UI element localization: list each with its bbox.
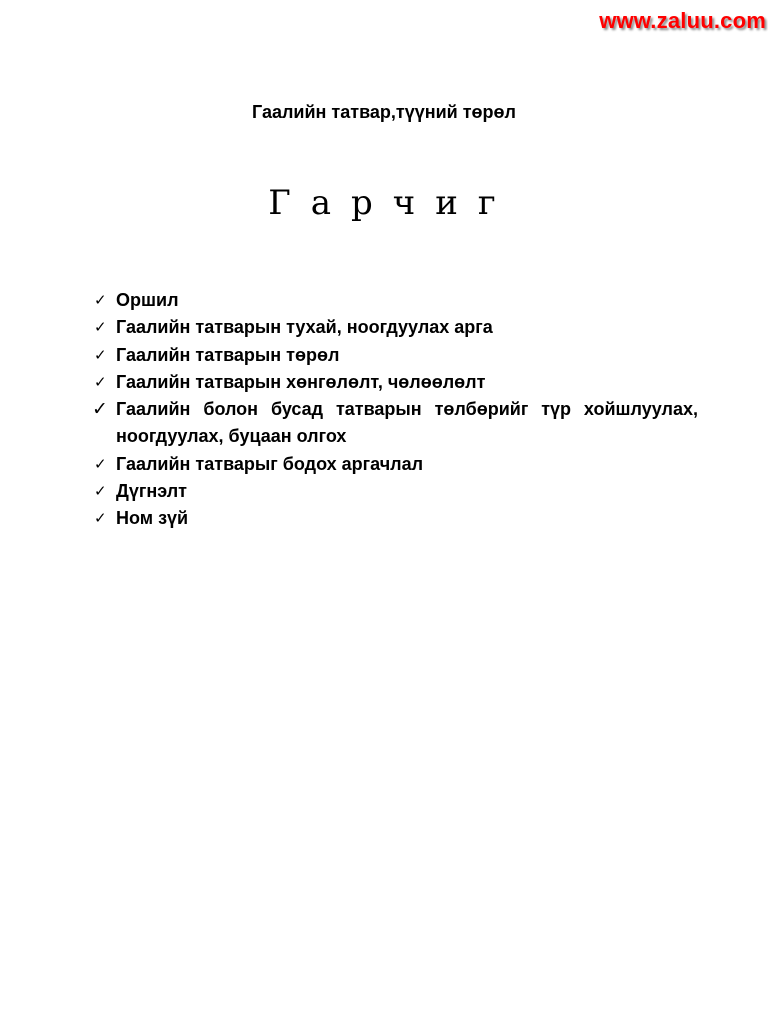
toc-item	[92, 478, 698, 505]
toc-item-label: Гаалийн татварын тухай, ноогдуулах арга	[116, 317, 493, 338]
toc-item-label: Гаалийн татварыг бодох аргачлал	[116, 453, 424, 474]
check-icon: ✓	[94, 318, 107, 337]
document-title: Гаалийн татвар,түүний төрөл	[252, 102, 516, 122]
toc-item-label: Гаалийн татварын хөнгөлөлт, чөлөөлөлт	[116, 371, 486, 392]
toc-item	[92, 369, 698, 396]
toc-item-label: Гаалийн татварын төрөл	[116, 344, 340, 365]
toc-item	[92, 342, 698, 369]
check-icon: ✓	[92, 398, 108, 421]
toc-item	[92, 287, 698, 314]
check-icon: ✓	[94, 345, 107, 364]
toc-item	[92, 396, 698, 451]
toc-item-label: Оршил	[116, 290, 179, 310]
check-icon: ✓	[94, 372, 107, 391]
toc-item-label: Ном зүй	[116, 508, 189, 529]
check-icon: ✓	[94, 509, 107, 528]
toc-item	[92, 505, 698, 532]
check-icon: ✓	[94, 454, 107, 473]
watermark-logo: www.zaluu.com	[599, 8, 766, 33]
table-of-contents	[92, 287, 698, 533]
toc-item	[92, 314, 698, 341]
toc-item-label: Дүгнэлт	[116, 481, 187, 502]
toc-item-label: Гаалийн болон бусад татварын төлбөрийг түр хойшлуулах, ноогдуулах, буцаан олгох	[116, 399, 698, 447]
check-icon: ✓	[94, 482, 107, 501]
contents-heading: Гарчиг	[268, 183, 516, 223]
check-icon: ✓	[94, 291, 107, 309]
toc-item	[92, 451, 698, 478]
